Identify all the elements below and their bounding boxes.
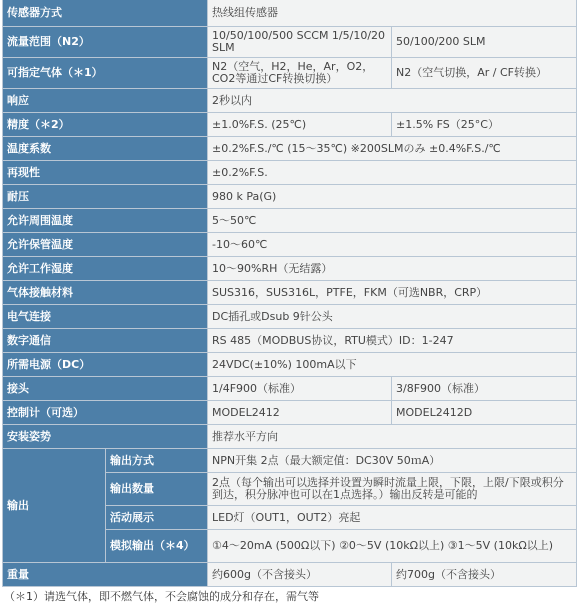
label-output: 输出: [3, 449, 106, 563]
row-power: [3, 353, 577, 377]
label-output-method: 输出方式: [106, 449, 208, 473]
label-ambient: 允许周围温度: [3, 209, 208, 233]
value-accuracy-1: ±1.0%F.S. (25℃): [208, 113, 392, 137]
label-material: 气体接触材料: [3, 281, 208, 305]
spec-table: [2, 0, 577, 587]
value-ambient: 5～50℃: [208, 209, 577, 233]
value-gas-1: N2（空气，H2，He，Ar，O2，CO2等通过CF转换切换）: [208, 58, 392, 89]
label-humidity: 允许工作湿度: [3, 257, 208, 281]
label-output-analog: 模拟输出（＊4）: [106, 530, 208, 563]
row-ambient: [3, 209, 577, 233]
value-electrical: DC插孔或Dsub 9针公头: [208, 305, 577, 329]
row-pressure: [3, 185, 577, 209]
row-tempcoef: [3, 137, 577, 161]
row-comm: [3, 329, 577, 353]
value-power: 24VDC(±10%) 100mA以下: [208, 353, 577, 377]
row-accuracy: [3, 113, 577, 137]
row-posture: [3, 425, 577, 449]
value-comm: RS 485（MODBUS协议，RTU模式）ID：1-247: [208, 329, 577, 353]
value-humidity: 10～90%RH（无结露）: [208, 257, 577, 281]
label-output-display: 活动展示: [106, 506, 208, 530]
label-accuracy: 精度（＊2）: [3, 113, 208, 137]
label-pressure: 耐压: [3, 185, 208, 209]
row-controller: [3, 401, 577, 425]
label-repeat: 再现性: [3, 161, 208, 185]
value-controller-1: MODEL2412: [208, 401, 392, 425]
value-posture: 推荐水平方向: [208, 425, 577, 449]
row-joint: [3, 377, 577, 401]
value-sensor: 热线组传感器: [208, 0, 577, 27]
label-tempcoef: 温度系数: [3, 137, 208, 161]
row-electrical: [3, 305, 577, 329]
row-storage: [3, 233, 577, 257]
row-response: [3, 89, 577, 113]
label-gas: 可指定气体（＊1）: [3, 58, 208, 89]
label-posture: 安装姿势: [3, 425, 208, 449]
value-joint-2: 3/8F900（标准）: [392, 377, 577, 401]
label-response: 响应: [3, 89, 208, 113]
row-output-method: [3, 449, 577, 473]
value-pressure: 980 k Pa(G): [208, 185, 577, 209]
label-controller: 控制计（可选）: [3, 401, 208, 425]
label-flow: 流量范围（N2）: [3, 27, 208, 58]
row-flow: [3, 27, 577, 58]
label-power: 所需电源（DC）: [3, 353, 208, 377]
row-gas: [3, 58, 577, 89]
row-repeat: [3, 161, 577, 185]
value-gas-2: N2（空气切换，Ar / CF转换）: [392, 58, 577, 89]
value-response: 2秒以内: [208, 89, 577, 113]
value-weight-2: 约700g（不含接头）: [392, 563, 577, 587]
label-comm: 数字通信: [3, 329, 208, 353]
label-weight: 重量: [3, 563, 208, 587]
value-output-display: LED灯（OUT1，OUT2）亮起: [208, 506, 577, 530]
value-repeat: ±0.2%F.S.: [208, 161, 577, 185]
value-output-count: 2点（每个输出可以选择并设置为瞬时流量上限，下限，上限/下限或积分到达，积分脉冲也可以在1点选择。）输出反转是可能的: [208, 473, 577, 506]
row-material: [3, 281, 577, 305]
footnote: （＊1）请选气体，即不燃气体，不会腐蚀的成分和存在，需气等: [4, 590, 319, 603]
row-humidity: [3, 257, 577, 281]
label-electrical: 电气连接: [3, 305, 208, 329]
value-accuracy-2: ±1.5% FS（25°C）: [392, 113, 577, 137]
label-joint: 接头: [3, 377, 208, 401]
value-output-analog: ①4～20mA (500Ω以下) ②0～5V (10kΩ以上) ③1～5V (10kΩ以上): [208, 530, 577, 563]
label-output-count: 输出数量: [106, 473, 208, 506]
row-weight: [3, 563, 577, 587]
value-tempcoef: ±0.2%F.S./℃ (15～35℃) ※200SLMのみ ±0.4%F.S./℃: [208, 137, 577, 161]
label-storage: 允许保管温度: [3, 233, 208, 257]
value-controller-2: MODEL2412D: [392, 401, 577, 425]
label-sensor: 传感器方式: [3, 0, 208, 27]
value-weight-1: 约600g（不含接头）: [208, 563, 392, 587]
value-material: SUS316，SUS316L，PTFE，FKM（可选NBR，CRP）: [208, 281, 577, 305]
value-flow-2: 50/100/200 SLM: [392, 27, 577, 58]
value-joint-1: 1/4F900（标准）: [208, 377, 392, 401]
value-flow-1: 10/50/100/500 SCCM 1/5/10/20 SLM: [208, 27, 392, 58]
value-output-method: NPN开集 2点（最大额定值：DC30V 50ｍA）: [208, 449, 577, 473]
value-storage: -10～60℃: [208, 233, 577, 257]
row-sensor: [3, 0, 577, 27]
